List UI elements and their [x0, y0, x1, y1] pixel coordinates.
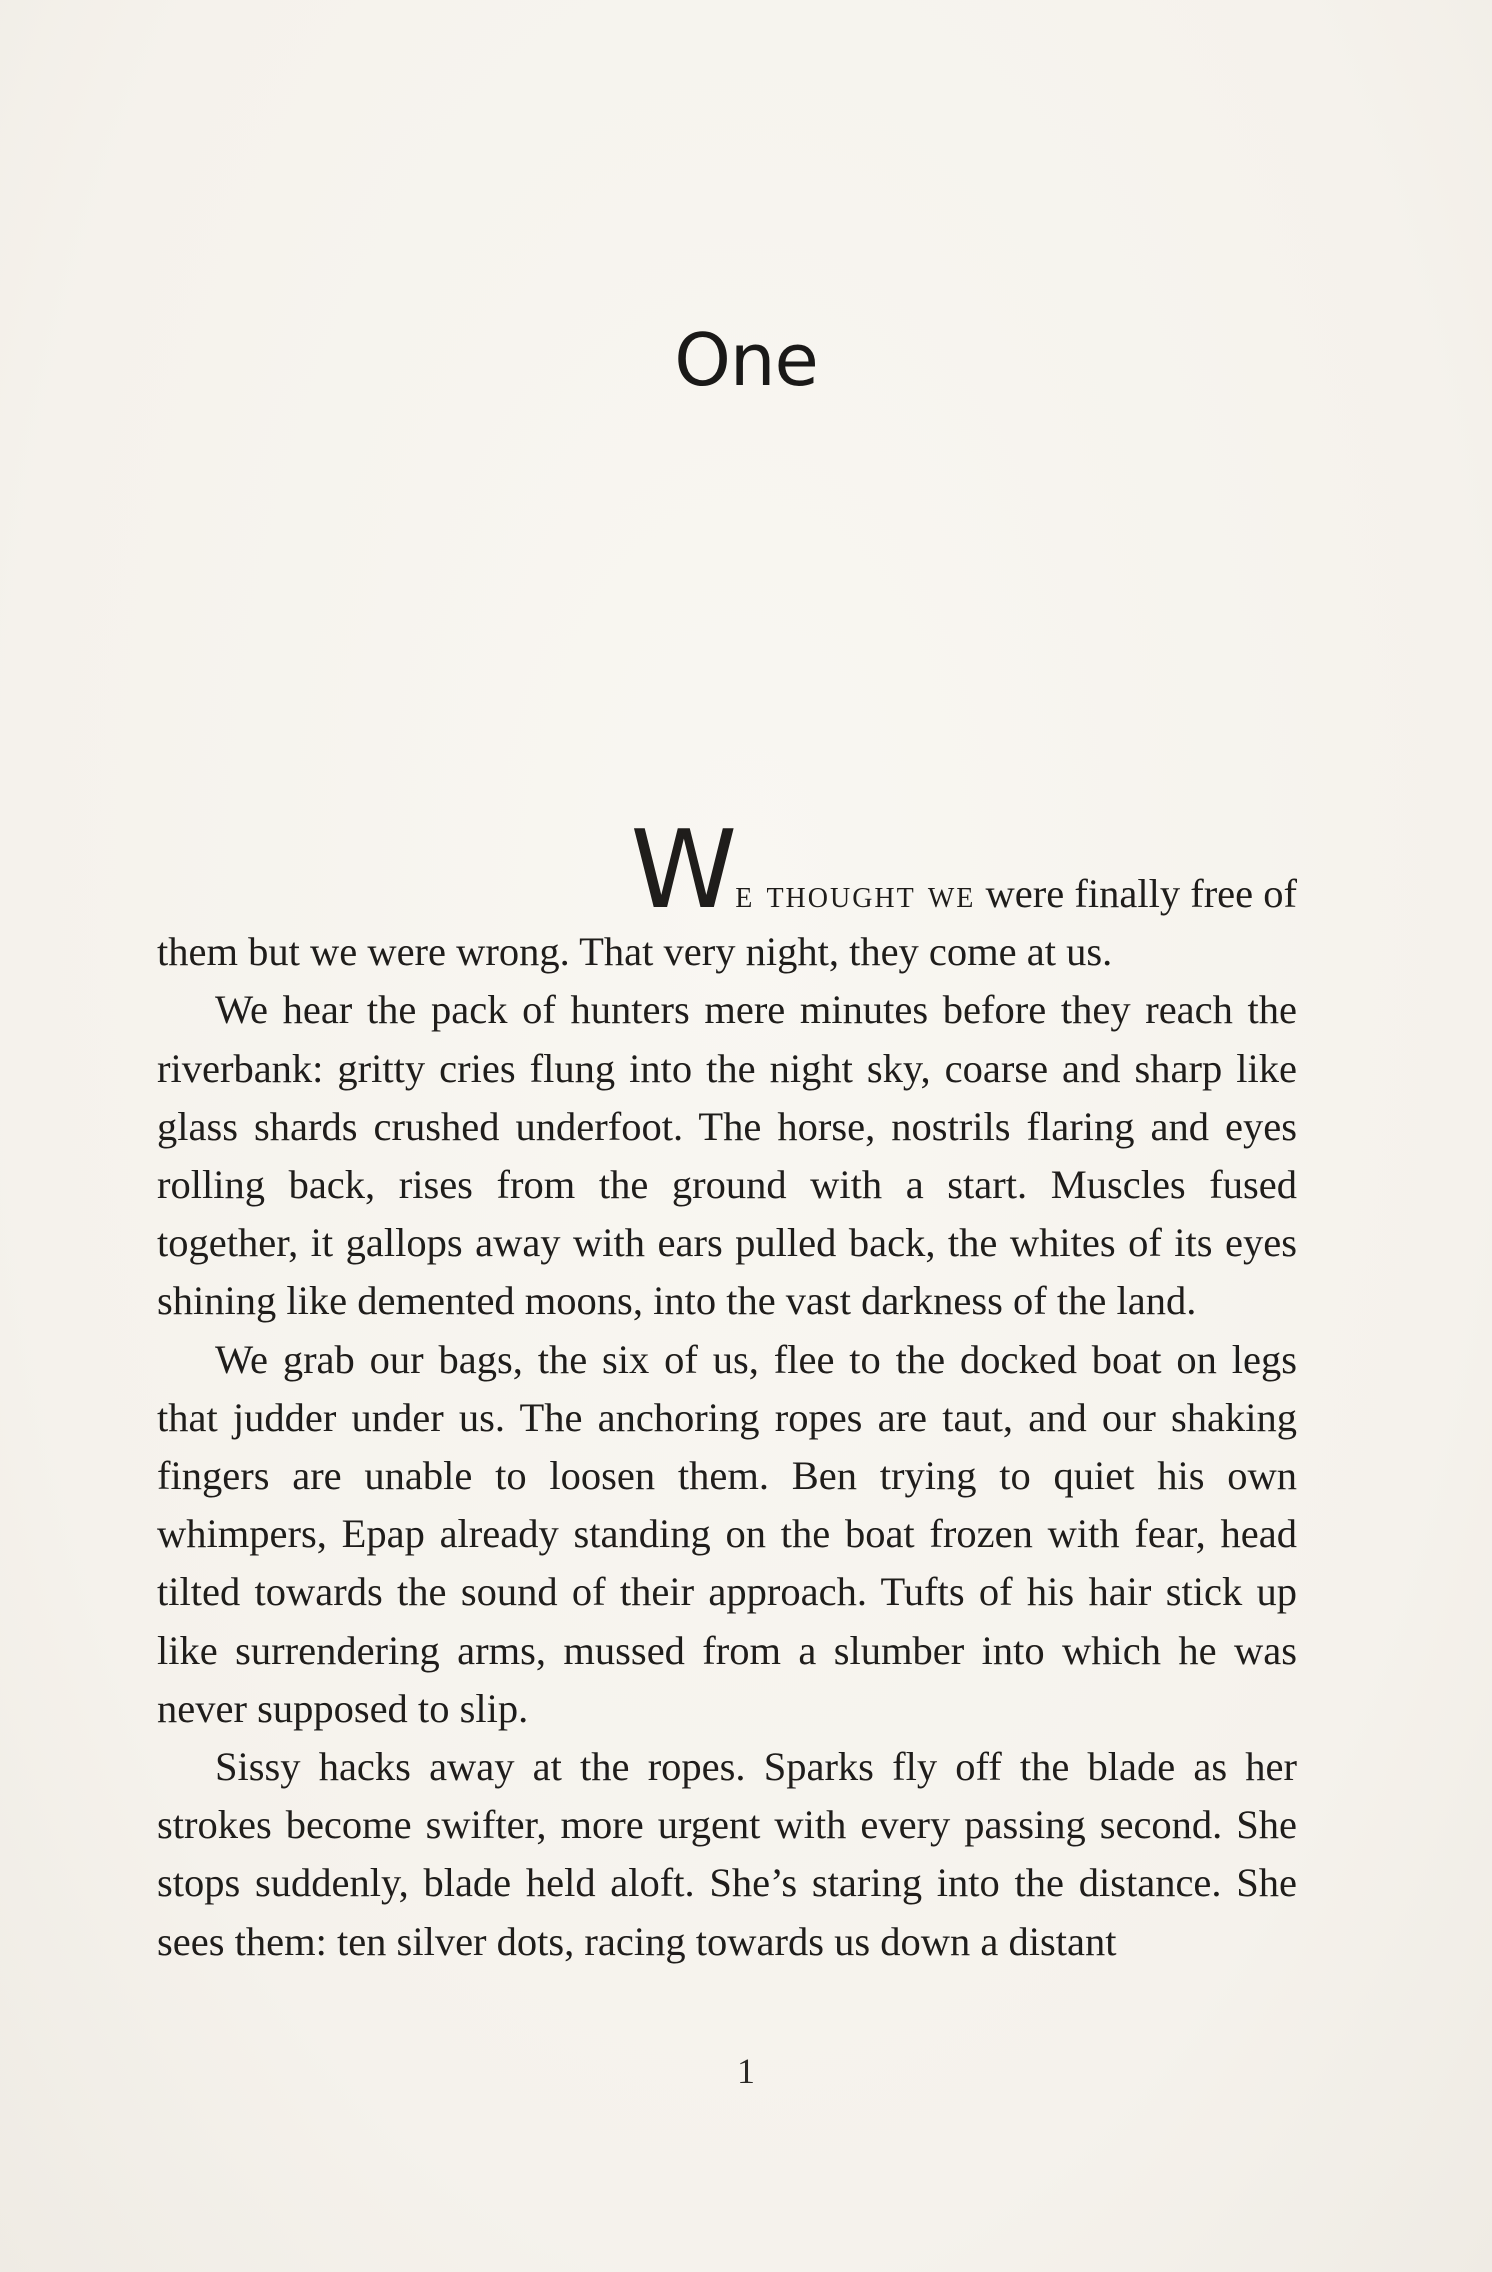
page-number: 1 — [737, 2051, 755, 2091]
chapter-title: One — [674, 318, 818, 402]
opening-small-caps: e thought we — [735, 871, 976, 916]
opening-line-rest: were finally free of — [975, 871, 1297, 916]
paragraph: We hear the pack of hunters mere minutes before they reach the riverbank: gritty cries flung into the night sky, coarse and sharp like glass shards crushed underfoot. The horse, nostrils flaring and eyes rolling back, rises from the ground with a start. Muscles fused together, it gallops away with ears pulled back, the whites of its eyes shining like demented moons, into the vast darkness of the land. — [157, 987, 1297, 1324]
body-text — [157, 808, 1297, 1971]
opening-paragraph — [157, 808, 1297, 981]
opening-line — [157, 808, 1297, 933]
paragraph: We grab our bags, the six of us, flee to the docked boat on legs that judder under us. The anchoring ropes are taut, and our shaking fingers are unable to loosen them. Ben trying to quiet his own whimpers, Epap already standing on the boat frozen with fear, head tilted towards the sound of their approach. Tufts of his hair stick up like surrendering arms, mussed from a slumber into which he was never supposed to slip. — [157, 1336, 1297, 1731]
opening-continuation: them but we were wrong. That very night, they come at us. — [157, 929, 1113, 975]
paragraph: Sissy hacks away at the ropes. Sparks fly off the blade as her strokes become swifter, more urgent with every passing second. She stops suddenly, blade held aloft. She’s staring into the distance. She sees them: ten silver dots, racing towards us down a distant — [157, 1744, 1297, 1964]
drop-cap: W — [630, 808, 736, 933]
